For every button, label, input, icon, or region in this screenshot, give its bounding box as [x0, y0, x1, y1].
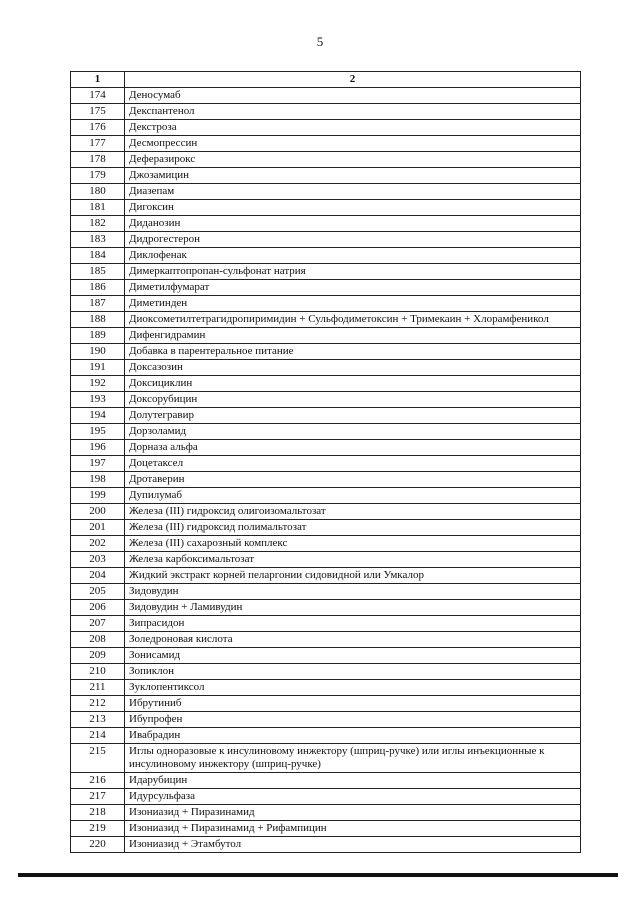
drug-name: Димеркаптопропан-сульфонат натрия — [125, 264, 581, 280]
table-row — [71, 773, 581, 789]
drug-name: Диметинден — [125, 296, 581, 312]
table-row — [71, 152, 581, 168]
drug-name: Диазепам — [125, 184, 581, 200]
drug-name: Ибупрофен — [125, 712, 581, 728]
row-number: 216 — [71, 773, 125, 789]
table-row — [71, 805, 581, 821]
row-number: 200 — [71, 504, 125, 520]
table-row — [71, 472, 581, 488]
row-number: 190 — [71, 344, 125, 360]
column-header-name: 2 — [125, 72, 581, 88]
table-row — [71, 584, 581, 600]
table-row — [71, 648, 581, 664]
table-row — [71, 504, 581, 520]
row-number: 195 — [71, 424, 125, 440]
table-row — [71, 568, 581, 584]
row-number: 185 — [71, 264, 125, 280]
table-row — [71, 424, 581, 440]
table-row — [71, 360, 581, 376]
table-row — [71, 600, 581, 616]
row-number: 176 — [71, 120, 125, 136]
row-number: 213 — [71, 712, 125, 728]
row-number: 179 — [71, 168, 125, 184]
row-number: 215 — [71, 744, 125, 773]
table-row — [71, 696, 581, 712]
row-number: 189 — [71, 328, 125, 344]
drug-name: Дидрогестерон — [125, 232, 581, 248]
row-number: 181 — [71, 200, 125, 216]
drug-name: Дорзоламид — [125, 424, 581, 440]
row-number: 201 — [71, 520, 125, 536]
drug-name: Изониазид + Пиразинамид + Рифампицин — [125, 821, 581, 837]
row-number: 218 — [71, 805, 125, 821]
row-number: 202 — [71, 536, 125, 552]
table-row — [71, 296, 581, 312]
row-number: 204 — [71, 568, 125, 584]
table-row — [71, 136, 581, 152]
table-row — [71, 376, 581, 392]
table-row — [71, 680, 581, 696]
row-number: 207 — [71, 616, 125, 632]
table-row — [71, 88, 581, 104]
row-number: 183 — [71, 232, 125, 248]
row-number: 210 — [71, 664, 125, 680]
drug-name: Железа карбоксимальтозат — [125, 552, 581, 568]
drug-name: Ивабрадин — [125, 728, 581, 744]
table-row — [71, 392, 581, 408]
row-number: 175 — [71, 104, 125, 120]
table-row — [71, 520, 581, 536]
row-number: 180 — [71, 184, 125, 200]
row-number: 187 — [71, 296, 125, 312]
table-row — [71, 232, 581, 248]
table-row — [71, 120, 581, 136]
table-row — [71, 200, 581, 216]
table-row — [71, 440, 581, 456]
row-number: 212 — [71, 696, 125, 712]
row-number: 192 — [71, 376, 125, 392]
column-header-number: 1 — [71, 72, 125, 88]
row-number: 194 — [71, 408, 125, 424]
table-row — [71, 536, 581, 552]
row-number: 219 — [71, 821, 125, 837]
table-row — [71, 216, 581, 232]
drug-name: Доксорубицин — [125, 392, 581, 408]
drug-name: Деносумаб — [125, 88, 581, 104]
table-row — [71, 728, 581, 744]
table-row — [71, 552, 581, 568]
drug-name: Декспантенол — [125, 104, 581, 120]
drug-name: Иглы одноразовые к инсулиновому инжектору (шприц-ручке) или иглы инъекционные к инсулиновому инжектору (шприц-ручке) — [125, 744, 581, 773]
table-row — [71, 712, 581, 728]
row-number: 184 — [71, 248, 125, 264]
drug-name: Дротаверин — [125, 472, 581, 488]
table-header-row — [71, 72, 581, 88]
table-row — [71, 632, 581, 648]
row-number: 178 — [71, 152, 125, 168]
row-number: 217 — [71, 789, 125, 805]
drug-name: Зидовудин — [125, 584, 581, 600]
row-number: 198 — [71, 472, 125, 488]
table-row — [71, 168, 581, 184]
drug-name: Зопиклон — [125, 664, 581, 680]
drug-name: Диклофенак — [125, 248, 581, 264]
drug-name: Дупилумаб — [125, 488, 581, 504]
drug-name: Диданозин — [125, 216, 581, 232]
row-number: 205 — [71, 584, 125, 600]
row-number: 208 — [71, 632, 125, 648]
row-number: 193 — [71, 392, 125, 408]
row-number: 209 — [71, 648, 125, 664]
row-number: 211 — [71, 680, 125, 696]
drug-name: Идурсульфаза — [125, 789, 581, 805]
drug-name: Дигоксин — [125, 200, 581, 216]
drug-name: Зипрасидон — [125, 616, 581, 632]
drug-name: Дорназа альфа — [125, 440, 581, 456]
drug-name: Долутегравир — [125, 408, 581, 424]
table-row — [71, 328, 581, 344]
drug-name: Железа (III) сахарозный комплекс — [125, 536, 581, 552]
row-number: 214 — [71, 728, 125, 744]
footer-rule — [18, 873, 618, 877]
row-number: 188 — [71, 312, 125, 328]
table-row — [71, 616, 581, 632]
drug-name: Доцетаксел — [125, 456, 581, 472]
drug-name: Жидкий экстракт корней пеларгонии сидовидной или Умкалор — [125, 568, 581, 584]
drug-name: Деферазирокс — [125, 152, 581, 168]
page-number: 5 — [316, 34, 324, 49]
row-number: 177 — [71, 136, 125, 152]
row-number: 203 — [71, 552, 125, 568]
drug-name: Железа (III) гидроксид олигоизомальтозат — [125, 504, 581, 520]
drug-name: Идарубицин — [125, 773, 581, 789]
table-row — [71, 456, 581, 472]
table-row — [71, 789, 581, 805]
drug-name: Зидовудин + Ламивудин — [125, 600, 581, 616]
table-row — [71, 744, 581, 773]
table-row — [71, 344, 581, 360]
table-row — [71, 821, 581, 837]
drug-table — [70, 71, 581, 853]
table-row — [71, 312, 581, 328]
table-row — [71, 264, 581, 280]
drug-name: Железа (III) гидроксид полимальтозат — [125, 520, 581, 536]
drug-name: Диметилфумарат — [125, 280, 581, 296]
drug-name: Добавка в парентеральное питание — [125, 344, 581, 360]
drug-name: Золедроновая кислота — [125, 632, 581, 648]
row-number: 220 — [71, 837, 125, 853]
drug-name: Доксициклин — [125, 376, 581, 392]
drug-name: Зуклопентиксол — [125, 680, 581, 696]
drug-name: Дифенгидрамин — [125, 328, 581, 344]
table-row — [71, 837, 581, 853]
table-row — [71, 408, 581, 424]
drug-name: Десмопрессин — [125, 136, 581, 152]
drug-name: Изониазид + Этамбутол — [125, 837, 581, 853]
table-row — [71, 488, 581, 504]
drug-name: Изониазид + Пиразинамид — [125, 805, 581, 821]
table-row — [71, 280, 581, 296]
table-row — [71, 104, 581, 120]
drug-name: Доксазозин — [125, 360, 581, 376]
drug-name: Декстроза — [125, 120, 581, 136]
row-number: 182 — [71, 216, 125, 232]
row-number: 206 — [71, 600, 125, 616]
row-number: 191 — [71, 360, 125, 376]
row-number: 174 — [71, 88, 125, 104]
drug-name: Ибрутиниб — [125, 696, 581, 712]
table-row — [71, 248, 581, 264]
drug-name: Зонисамид — [125, 648, 581, 664]
table-row — [71, 184, 581, 200]
table-row — [71, 664, 581, 680]
drug-name: Джозамицин — [125, 168, 581, 184]
row-number: 199 — [71, 488, 125, 504]
row-number: 186 — [71, 280, 125, 296]
table-body — [71, 88, 581, 853]
row-number: 197 — [71, 456, 125, 472]
drug-name: Диоксометилтетрагидропиримидин + Сульфодиметоксин + Тримекаин + Хлорамфеникол — [125, 312, 581, 328]
row-number: 196 — [71, 440, 125, 456]
